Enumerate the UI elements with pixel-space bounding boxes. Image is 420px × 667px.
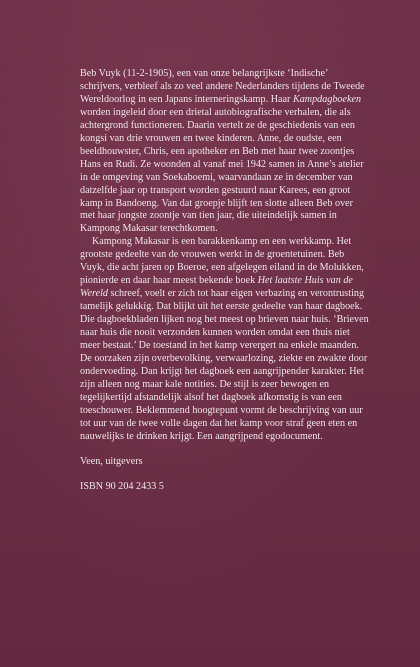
text-segment: worden ingeleid door een drietal autobiografische verhalen, die als achtergrond functioneren. Daarin vertelt ze de geschiedenis van een kongsi van drie vrouwen en twee kinderen. Anne, de oudste, een beeldhouwster, Chris, een apotheker en Beb met haar twee zoontjes Hans en Rudi. Ze woonden al vanaf mei 1942 samen in Anne’s atelier in de omgeving van Soekaboemi, waarvandaan ze in december van datzelfde jaar op transport worden gestuurd naar Karees, een groot kamp in Bandoeng. Van dat groepje blijft ten slotte alleen Beb over met haar jongste zoontje van tien jaar, die uiteindelijk samen in Kampong Makasar terechtkomen. xyxy=(80,106,364,235)
blurb-paragraph-makasar xyxy=(80,236,370,443)
text-segment: Beb Vuyk (11-2-1905), een van onze belangrijkste ‘Indische’ schrijvers, verbleef als zo veel andere Nederlanders tijdens de Tweede Wereldoorlog in een Japans interneringskamp. Haar xyxy=(80,68,365,105)
text-segment: Kampong Makasar is een barakkenkamp en een werkkamp. Het grootste gedeelte van de vrouwen werkt in de groentetuinen. Beb Vuyk, die acht jaren op Boeroe, een afgelegen eiland in de Molukken, pionierde en daar haar meest bekende boek xyxy=(80,236,364,287)
book-title-kampdagboeken: Kampdagboeken xyxy=(292,93,362,105)
book-title-laatste-huis: Het laatste Huis van de Wereld xyxy=(80,275,353,300)
isbn-number: ISBN 90 204 2433 5 xyxy=(80,480,164,492)
text-segment: schreef, voelt er zich tot haar eigen verbazing en verontrusting tamelijk gelukkig. Dat blijkt uit het eerste gedeelte van haar dagboek. Die dagboekbladen lijken nog het meest op brieven naar huis. ‘Brieven naar huis die nooit verzonden kunnen worden omdat een thuis niet meer bestaat.’ De toestand in het kamp verergert na enkele maanden. De oorzaken zijn overbevolking, verwaarlozing, ziekte en zwakte door ondervoeding. Dan krijgt het dagboek een aangrijpender karakter. Het zijn alleen nog maar kale notities. De stijl is zeer bewogen en tegelijkertijd afstandelijk alsof het dagboek afkomstig is van een toeschouwer. Beklemmend hoogtepunt vormt de beschrijving van uur tot uur van de twee volle dagen dat het kamp voor straf geen eten en nauwelijks te drinken krijgt. Een aangrijpend egodocument. xyxy=(80,288,369,442)
blurb-paragraph-intro xyxy=(80,68,370,236)
publisher-name: Veen, uitgevers xyxy=(80,455,143,467)
blurb-text-block xyxy=(80,68,370,494)
